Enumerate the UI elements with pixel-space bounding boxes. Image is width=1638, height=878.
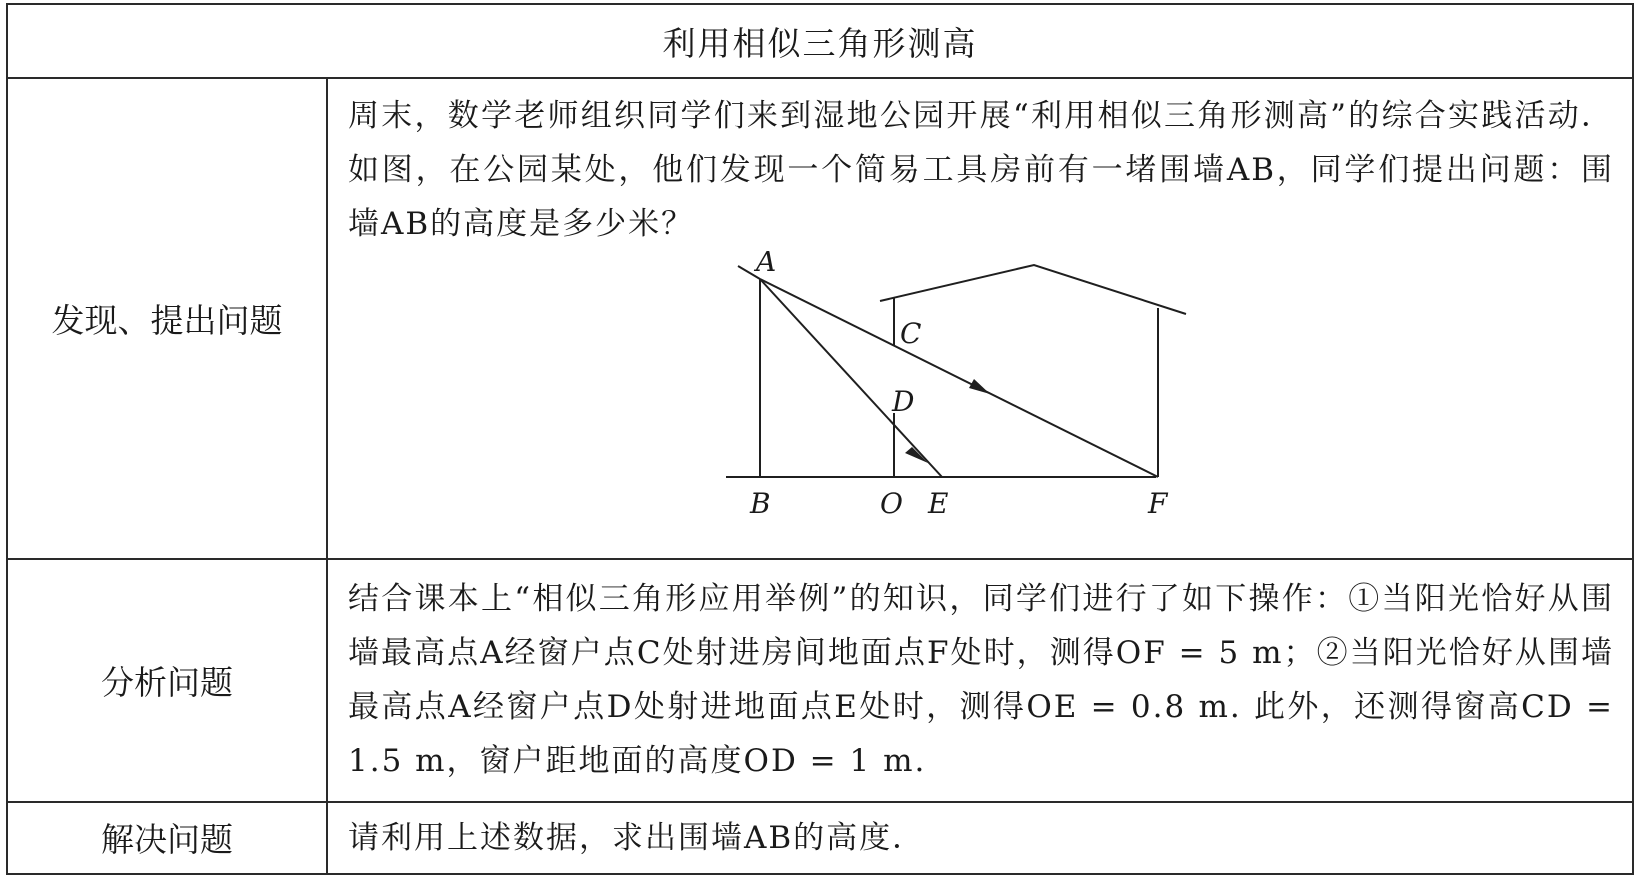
row-label-discover: 发现、提出问题 [7, 78, 327, 559]
label-b: B [750, 487, 771, 520]
row-label-analyze: 分析问题 [7, 559, 327, 802]
solve-text: 请利用上述数据，求出围墙AB的高度． [348, 819, 926, 856]
geometry-figure [328, 251, 1634, 519]
row-label-solve: 解决问题 [7, 802, 327, 874]
row-content-solve [327, 802, 1633, 874]
arrow-ray-acf [969, 379, 990, 394]
discover-text: 周末，数学老师组织同学们来到湿地公园开展“利用相似三角形测高”的综合实践活动．如图，在公园某处，他们发现一个简易工具房前有一堵围墙AB，同学们提出问题：围墙AB的高度是多少米？ [348, 98, 1614, 243]
house-roof [880, 265, 1186, 314]
figure-svg [328, 251, 1634, 519]
label-c: C [900, 317, 922, 351]
label-d: D [892, 385, 915, 419]
problem-table [6, 3, 1634, 875]
ray-acf [760, 279, 1158, 477]
row-content-analyze [327, 559, 1633, 802]
label-e: E [928, 487, 949, 520]
row-content-discover [327, 78, 1633, 559]
table-title: 利用相似三角形测高 [7, 4, 1633, 78]
label-o: O [880, 487, 903, 520]
label-f: F [1148, 487, 1168, 520]
label-a: A [756, 251, 777, 279]
analyze-text: 结合课本上“相似三角形应用举例”的知识，同学们进行了如下操作：①当阳光恰好从围墙最高点A经窗户点C处射进房间地面点F处时，测得OF = 5 m；②当阳光恰好从围墙最高点A经窗户点D处射进地面点E处时，测得OE = 0.8 m. 此外，还测得窗高CD = 1.5 m，窗户距地面的高度OD = 1 m. [348, 581, 1614, 780]
ray-ade [760, 279, 942, 477]
